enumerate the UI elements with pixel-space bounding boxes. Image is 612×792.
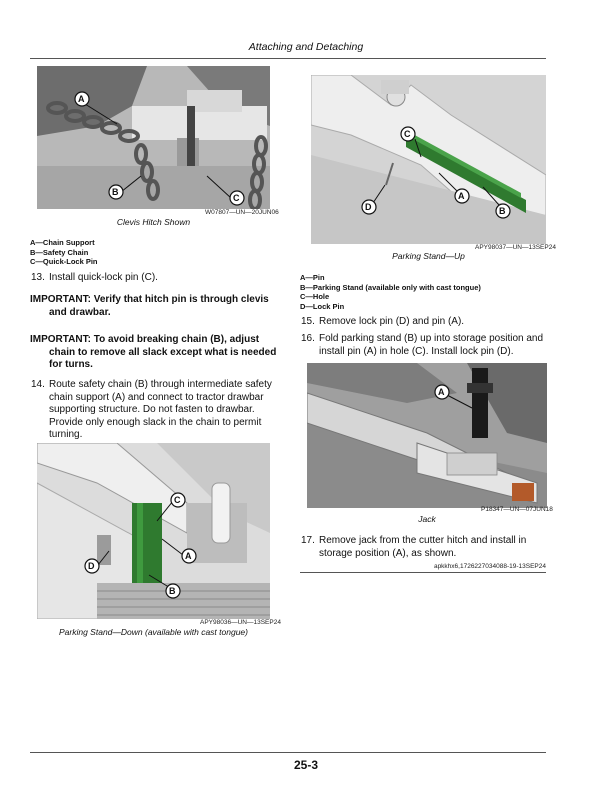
parking-stand-legend	[300, 273, 481, 311]
legend-item: B—Parking Stand (available only with cast tongue)	[300, 282, 481, 292]
callout-a: A	[458, 191, 465, 201]
step-text: Remove jack from the cutter hitch and install in storage position (A), as shown.	[319, 535, 527, 559]
legend-item: C—Hole	[300, 292, 330, 301]
jack-figure	[307, 363, 547, 508]
jack-figure-code: P18347—UN—07JUN18	[481, 506, 553, 513]
callout-b: B	[169, 586, 176, 596]
stand-down-figure-code: APY98036—UN—13SEP24	[200, 619, 281, 626]
page-header-title: Attaching and Detaching	[248, 41, 364, 53]
important-continuation: for turns.	[49, 359, 93, 370]
clevis-figure-code: W07807—UN—20JUN06	[205, 209, 279, 216]
stand-up-figure-caption: Parking Stand—Up	[392, 251, 465, 261]
clevis-hitch-figure	[37, 66, 270, 209]
important-note-chain	[30, 334, 290, 372]
important-lead: IMPORTANT: Verify that hitch pin is through clevis	[30, 294, 269, 305]
jack-figure-caption: Jack	[418, 514, 436, 524]
step-17	[301, 535, 551, 560]
callout-a: A	[78, 94, 85, 104]
parking-stand-down-figure	[37, 443, 270, 619]
step-text: Fold parking stand (B) up into storage position and install pin (A) in hole (C). Install lock pin (D).	[319, 333, 544, 357]
step-number: 17.	[301, 535, 315, 546]
clevis-figure-caption: Clevis Hitch Shown	[116, 217, 191, 227]
callout-a: A	[185, 551, 192, 561]
legend-item: B—Safety Chain	[30, 247, 89, 257]
callout-d: D	[88, 561, 95, 571]
stand-down-figure-caption: Parking Stand—Down (available with cast tongue)	[59, 627, 248, 637]
step-15	[301, 316, 551, 329]
page-number: 25-3	[293, 758, 319, 772]
callout-c: C	[233, 193, 240, 203]
callout-b: B	[499, 206, 506, 216]
step-number: 14.	[31, 379, 45, 390]
important-note-hitch-pin	[30, 294, 290, 319]
important-continuation: and drawbar.	[49, 306, 111, 318]
callout-a: A	[438, 387, 445, 397]
callout-c: C	[174, 495, 181, 505]
clevis-legend	[30, 238, 98, 267]
step-14	[31, 379, 281, 442]
step-number: 15.	[301, 316, 315, 327]
important-lead: IMPORTANT: To avoid breaking chain (B), adjust	[30, 334, 260, 345]
legend-item: D—Lock Pin	[300, 301, 345, 311]
stand-up-figure-code: APY98037—UN—13SEP24	[475, 244, 556, 251]
step-16	[301, 333, 551, 358]
step-number: 16.	[301, 333, 315, 344]
step-text: Remove lock pin (D) and pin (A).	[319, 316, 465, 327]
callout-b: B	[112, 187, 119, 197]
header-rule	[30, 58, 546, 59]
section-end-rule	[300, 572, 546, 573]
callout-c: C	[404, 129, 411, 139]
legend-item: A—Pin	[300, 273, 325, 282]
step-number: 13.	[31, 272, 45, 283]
legend-item: A—Chain Support	[30, 238, 95, 247]
callout-d: D	[365, 202, 372, 212]
document-code: apkkhx6,1726227034088-19-13SEP24	[433, 563, 546, 570]
legend-item: C—Quick-Lock Pin	[30, 257, 98, 266]
step-text: Install quick-lock pin (C).	[49, 272, 158, 283]
parking-stand-up-figure	[311, 75, 546, 244]
step-text: Route safety chain (B) through intermediate safety chain support (A) and connect to tractor drawbar supporting structure. Do not fasten to drawbar. Provide only enough slack in the chain to permit turning.	[49, 379, 272, 440]
footer-rule	[30, 752, 546, 753]
step-13	[31, 272, 281, 285]
important-continuation: chain to remove all slack except what is needed	[49, 346, 277, 358]
